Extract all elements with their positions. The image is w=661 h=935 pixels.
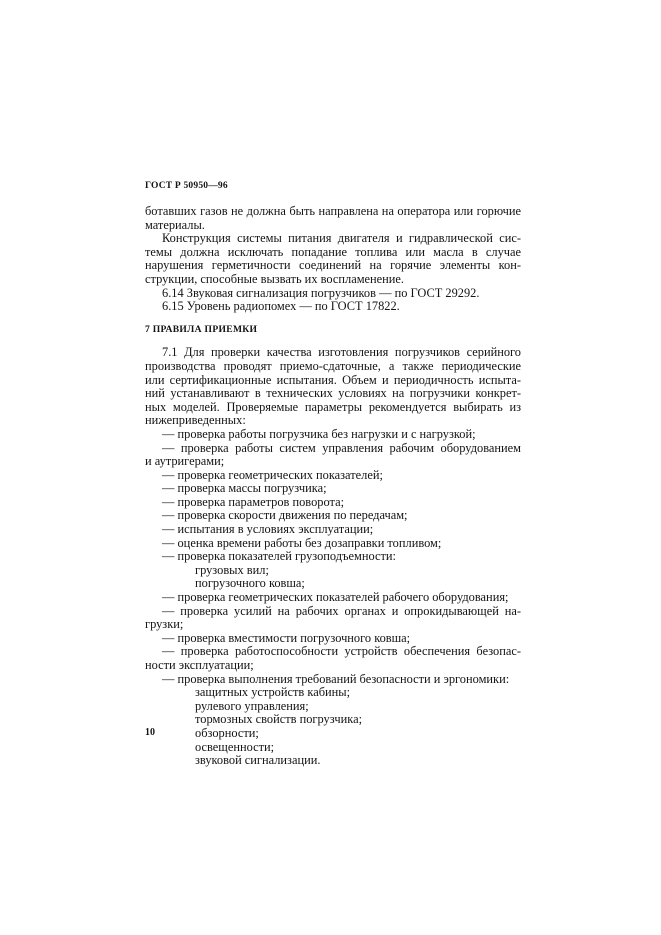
list-item: — проверка вместимости погрузочного ковша; [162,630,411,645]
clause-6-15: 6.15 Уровень радиопомех — по ГОСТ 17822. [162,299,400,314]
text-line: нижеприведенных: [145,413,246,428]
text-line: нарушения герметичности соединений на горячие элементы кон- [145,258,521,273]
text-line: 7.1 Для проверки качества изготовления погрузчиков серийного [162,345,521,360]
list-subitem: тормозных свойств погрузчика; [195,712,363,727]
text-line: ных моделей. Проверяемые параметры рекомендуется выбирать из [145,399,521,414]
list-item: — проверка геометрических показателей; [162,467,383,482]
clause-6-14: 6.14 Звуковая сигнализация погрузчиков — по ГОСТ 29292. [162,285,480,300]
list-item-continuation: ности эксплуатации; [145,658,254,672]
list-item: — проверка усилий на рабочих органах и опрокидывающей на- [162,603,521,618]
text-line: или сертификационные испытания. Объем и периодичность испыта- [145,372,521,387]
list-item: — проверка скорости движения по передачам; [162,508,408,523]
page-body [145,205,521,768]
text-line: струкции, способные вызвать их воспламенение. [145,271,405,286]
list-subitem: погрузочного ковша; [195,576,305,591]
list-item: — оценка времени работы без дозаправки топливом; [162,535,442,550]
list-item: — проверка показателей грузоподъемности: [162,549,396,564]
text-line: Конструкция системы питания двигателя и гидравлической сис- [162,231,521,246]
list-item-continuation: и аутригерами; [145,454,225,469]
list-subitem: грузовых вил; [195,562,269,577]
list-subitem: защитных устройств кабины; [195,685,351,700]
list-subitem: рулевого управления; [195,698,309,713]
text-line: производства проводят приемо-сдаточные, а также периодические [145,358,521,373]
list-item-continuation: грузки; [145,617,184,632]
text-line: материалы. [145,217,205,232]
list-item: — проверка работоспособности устройств обеспечения безопас- [162,644,521,659]
text-line: ботавших газов не должна быть направлена на оператора или горючие [145,204,521,218]
list-subitem: обзорности; [195,725,259,740]
list-item: — проверка массы погрузчика; [162,481,327,496]
text-line: темы должна исключать попадание топлива или масла в случае [145,244,521,259]
page-number: 10 [145,727,155,738]
section-title: 7 ПРАВИЛА ПРИЕМКИ [145,323,258,335]
list-item: — проверка работы систем управления рабочим оборудованием [162,440,521,455]
list-item: — проверка параметров поворота; [162,494,345,509]
list-subitem: освещенности; [195,739,275,754]
list-subitem: звуковой сигнализации. [195,753,321,768]
list-item: — проверка выполнения требований безопасности и эргономики: [162,671,510,686]
list-item: — проверка работы погрузчика без нагрузки и с нагрузкой; [162,426,476,441]
document-header: ГОСТ Р 50950—96 [145,181,228,191]
list-item: — испытания в условиях эксплуатации; [162,522,374,537]
list-item: — проверка геометрических показателей рабочего оборудования; [162,590,509,605]
text-line: ний устанавливают в технических условиях на погрузчики конкрет- [145,386,521,401]
